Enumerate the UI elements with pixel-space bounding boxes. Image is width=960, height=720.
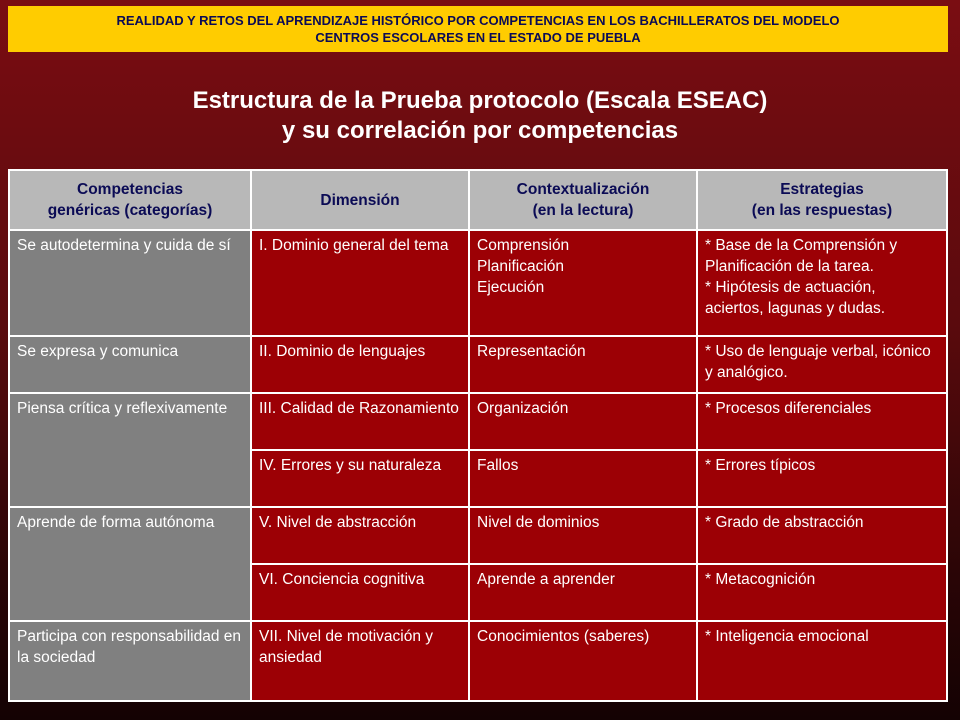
contexto-line: Ejecución bbox=[477, 279, 545, 296]
table-row bbox=[9, 393, 947, 450]
header-contextualizacion-line-2: (en la lectura) bbox=[532, 202, 634, 219]
dimension-cell: VII. Nivel de motivación y ansiedad bbox=[251, 621, 469, 701]
contexto-cell: Conocimientos (saberes) bbox=[469, 621, 697, 701]
header-contextualizacion-line-1: Contextualización bbox=[516, 181, 650, 198]
banner-line-2: CENTROS ESCOLARES EN EL ESTADO DE PUEBLA bbox=[315, 30, 641, 45]
table-row bbox=[9, 230, 947, 336]
estrategia-line: * Base de la Comprensión y Planificación de la tarea. bbox=[705, 237, 898, 275]
slide-title bbox=[0, 86, 960, 146]
header-dimension-line-1: Dimensión bbox=[320, 191, 400, 209]
title-line-1: Estructura de la Prueba protocolo (Escala ESEAC) bbox=[192, 87, 768, 114]
table-row bbox=[9, 507, 947, 564]
header-estrategias-line-1: Estrategias bbox=[780, 181, 864, 198]
estrategia-cell: * Uso de lenguaje verbal, icónico y analógico. bbox=[697, 336, 947, 393]
estrategia-cell: * Procesos diferenciales bbox=[697, 393, 947, 450]
dimension-cell: II. Dominio de lenguajes bbox=[251, 336, 469, 393]
table-header-row bbox=[9, 170, 947, 230]
table-row bbox=[9, 621, 947, 701]
competencia-cell: Se expresa y comunica bbox=[9, 336, 251, 393]
dimension-cell: IV. Errores y su naturaleza bbox=[251, 450, 469, 507]
dimension-cell: V. Nivel de abstracción bbox=[251, 507, 469, 564]
estrategia-cell: * Grado de abstracción bbox=[697, 507, 947, 564]
header-contextualizacion bbox=[469, 170, 697, 230]
header-estrategias-line-2: (en las respuestas) bbox=[751, 202, 893, 219]
contexto-cell: Aprende a aprender bbox=[469, 564, 697, 621]
estrategia-cell bbox=[697, 230, 947, 336]
dimension-cell: I. Dominio general del tema bbox=[251, 230, 469, 336]
dimension-cell: VI. Conciencia cognitiva bbox=[251, 564, 469, 621]
header-competencias-line-1: Competencias bbox=[77, 181, 183, 198]
header-dimension bbox=[251, 170, 469, 230]
estrategia-line: * Hipótesis de actuación, aciertos, lagunas y dudas. bbox=[705, 279, 886, 317]
contexto-cell: Organización bbox=[469, 393, 697, 450]
contexto-cell: Fallos bbox=[469, 450, 697, 507]
competencia-cell: Aprende de forma autónoma bbox=[9, 507, 251, 621]
contexto-line: Planificación bbox=[477, 258, 565, 275]
banner-line-1: REALIDAD Y RETOS DEL APRENDIZAJE HISTÓRICO POR COMPETENCIAS EN LOS BACHILLERATOS DEL MODELO bbox=[116, 13, 840, 28]
competencia-cell: Participa con responsabilidad en la sociedad bbox=[9, 621, 251, 701]
estrategia-cell: * Inteligencia emocional bbox=[697, 621, 947, 701]
contexto-cell bbox=[469, 230, 697, 336]
estrategia-cell: * Metacognición bbox=[697, 564, 947, 621]
header-competencias-line-2: genéricas (categorías) bbox=[47, 202, 213, 219]
header-estrategias bbox=[697, 170, 947, 230]
contexto-cell: Nivel de dominios bbox=[469, 507, 697, 564]
dimension-cell: III. Calidad de Razonamiento bbox=[251, 393, 469, 450]
header-competencias bbox=[9, 170, 251, 230]
competencia-cell: Piensa crítica y reflexivamente bbox=[9, 393, 251, 507]
estrategia-cell: * Errores típicos bbox=[697, 450, 947, 507]
contexto-line: Comprensión bbox=[477, 237, 570, 254]
competencia-cell: Se autodetermina y cuida de sí bbox=[9, 230, 251, 336]
title-line-2: y su correlación por competencias bbox=[281, 117, 679, 144]
contexto-cell: Representación bbox=[469, 336, 697, 393]
table-row bbox=[9, 336, 947, 393]
competencies-table bbox=[8, 169, 948, 702]
header-banner bbox=[8, 6, 948, 52]
